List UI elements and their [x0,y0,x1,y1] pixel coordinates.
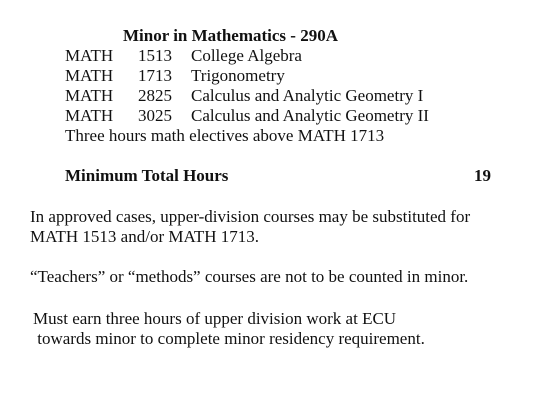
course-number: 3025 [138,106,172,125]
course-dept: MATH [65,86,114,105]
course-row [65,66,505,86]
course-name: Calculus and Analytic Geometry II [191,106,429,125]
total-hours-value: 19 [474,166,491,185]
total-hours-label: Minimum Total Hours [65,166,229,185]
note-line: towards minor to complete minor residency requirement. [33,329,425,348]
note-line: In approved cases, upper-division courses may be substituted for [30,207,471,226]
residency-note [33,309,425,349]
note-line: Must earn three hours of upper division work at ECU [33,309,397,328]
page-title: Minor in Mathematics - 290A [123,26,338,45]
course-row [65,86,505,106]
teachers-note: “Teachers” or “methods” courses are not to be counted in minor. [30,267,469,286]
course-dept: MATH [65,46,114,65]
course-name: College Algebra [191,46,302,65]
course-number: 2825 [138,86,172,105]
course-row [65,106,505,126]
note-line: MATH 1513 and/or MATH 1713. [30,227,260,246]
electives-text: Three hours math electives above MATH 1713 [65,126,385,145]
substitution-note [30,207,470,247]
course-name: Calculus and Analytic Geometry I [191,86,424,105]
course-row [65,46,505,66]
course-dept: MATH [65,66,114,85]
course-number: 1513 [138,46,172,65]
course-number: 1713 [138,66,172,85]
course-name: Trigonometry [191,66,285,85]
course-dept: MATH [65,106,114,125]
